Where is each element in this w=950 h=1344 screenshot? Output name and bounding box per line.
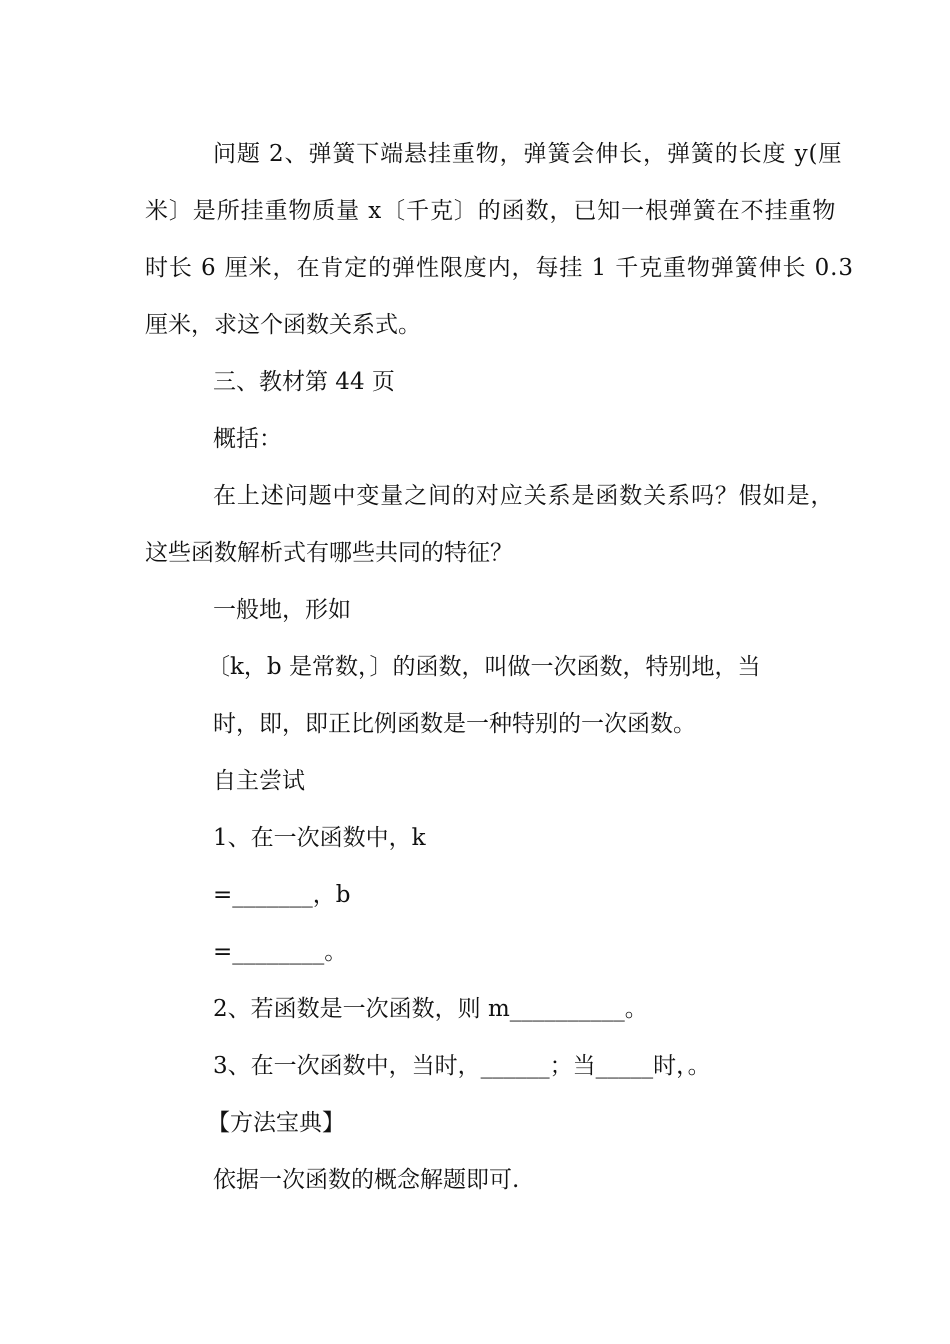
summary-label: 概括： bbox=[213, 426, 282, 452]
definition-line-2: 〔k，b 是常数，〕的函数，叫做一次函数，特别地，当 bbox=[207, 654, 761, 680]
definition-line-3: 时，即，即正比例函数是一种特别的一次函数。 bbox=[213, 711, 696, 737]
exercise-2: 2、若函数是一次函数，则 m__________。 bbox=[213, 996, 648, 1022]
section-heading: 三、教材第 44 页 bbox=[213, 369, 395, 395]
exercise-3: 3、在一次函数中，当时，______；当_____时，。 bbox=[213, 1053, 711, 1079]
definition-line-1: 一般地，形如 bbox=[213, 597, 351, 623]
self-try-heading: 自主尝试 bbox=[213, 768, 305, 794]
problem-2-line-1: 问题 2、弹簧下端悬挂重物，弹簧会伸长，弹簧的长度 y(厘 bbox=[213, 141, 843, 167]
problem-2-line-4: 厘米，求这个函数关系式。 bbox=[145, 312, 421, 338]
method-heading: 【方法宝典】 bbox=[207, 1110, 345, 1136]
method-text: 依据一次函数的概念解题即可. bbox=[213, 1167, 520, 1193]
exercise-1-line-3: =________。 bbox=[213, 939, 348, 965]
exercise-1-line-2: =_______，b bbox=[213, 882, 351, 908]
problem-2-line-2: 米〕是所挂重物质量 x〔千克〕的函数，已知一根弹簧在不挂重物 bbox=[145, 198, 837, 224]
summary-question-line-1: 在上述问题中变量之间的对应关系是函数关系吗？假如是， bbox=[213, 483, 835, 509]
summary-question-line-2: 这些函数解析式有哪些共同的特征？ bbox=[145, 540, 513, 566]
problem-2-line-3: 时长 6 厘米，在肯定的弹性限度内，每挂 1 千克重物弹簧伸长 0.3 bbox=[145, 255, 854, 281]
exercise-1-line-1: 1、在一次函数中，k bbox=[213, 825, 426, 851]
